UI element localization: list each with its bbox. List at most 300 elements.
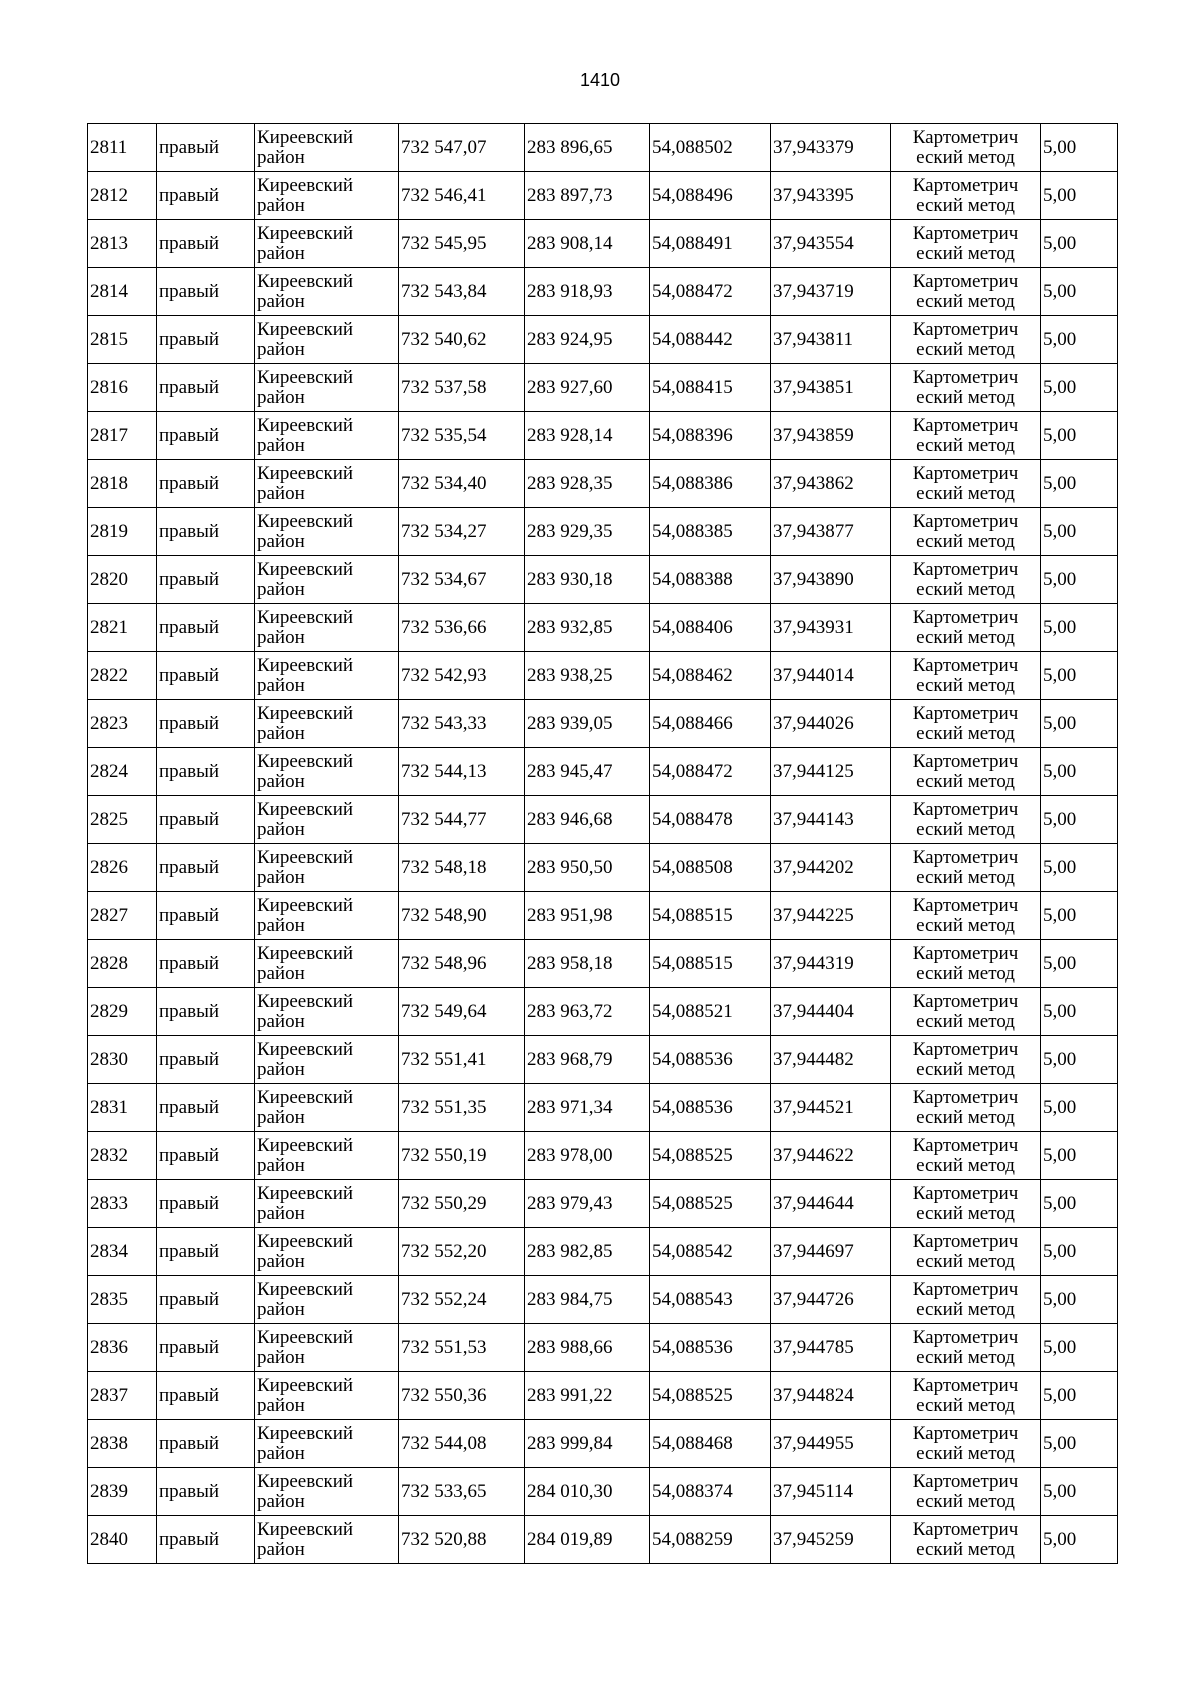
region-line-1: Киреевский	[257, 510, 354, 532]
region-line-1: Киреевский	[257, 126, 354, 148]
region-line-2: район	[257, 626, 305, 648]
method-line-2: еский метод	[916, 1250, 1015, 1272]
method-line-1: Картометрич	[912, 126, 1019, 148]
bank-cell: правый	[157, 1276, 255, 1324]
method-line-1: Картометрич	[912, 414, 1019, 436]
y-coordinate-cell: 283 991,22	[525, 1372, 650, 1420]
method-line-2: еский метод	[916, 482, 1015, 504]
table-row	[88, 172, 1118, 220]
latitude-cell: 54,088491	[650, 220, 771, 268]
region-cell	[255, 412, 399, 460]
region-line-2: район	[257, 1154, 305, 1176]
region-cell	[255, 940, 399, 988]
region-line-1: Киреевский	[257, 1518, 354, 1540]
method-line-2: еский метод	[916, 1010, 1015, 1032]
y-coordinate-cell: 283 896,65	[525, 124, 650, 172]
method-line-2: еский метод	[916, 1154, 1015, 1176]
method-line-1: Картометрич	[912, 1038, 1019, 1060]
region-line-1: Киреевский	[257, 750, 354, 772]
accuracy-cell: 5,00	[1041, 1468, 1118, 1516]
region-cell	[255, 268, 399, 316]
x-coordinate-cell: 732 545,95	[399, 220, 525, 268]
method-cell	[891, 796, 1041, 844]
point-number-cell: 2819	[88, 508, 157, 556]
region-line-2: район	[257, 1394, 305, 1416]
method-cell	[891, 844, 1041, 892]
region-line-2: район	[257, 290, 305, 312]
table-row	[88, 940, 1118, 988]
method-cell	[891, 556, 1041, 604]
longitude-cell: 37,944319	[771, 940, 891, 988]
accuracy-cell: 5,00	[1041, 556, 1118, 604]
page-number: 1410	[579, 70, 621, 90]
region-line-1: Киреевский	[257, 606, 354, 628]
region-line-1: Киреевский	[257, 1182, 354, 1204]
y-coordinate-cell: 283 928,35	[525, 460, 650, 508]
region-line-1: Киреевский	[257, 894, 354, 916]
bank-cell: правый	[157, 796, 255, 844]
method-line-1: Картометрич	[912, 750, 1019, 772]
table-row	[88, 1036, 1118, 1084]
x-coordinate-cell: 732 552,20	[399, 1228, 525, 1276]
longitude-cell: 37,943719	[771, 268, 891, 316]
region-cell	[255, 1324, 399, 1372]
region-line-1: Киреевский	[257, 558, 354, 580]
latitude-cell: 54,088508	[650, 844, 771, 892]
y-coordinate-cell: 284 010,30	[525, 1468, 650, 1516]
bank-cell: правый	[157, 1228, 255, 1276]
y-coordinate-cell: 283 939,05	[525, 700, 650, 748]
method-cell	[891, 1372, 1041, 1420]
region-cell	[255, 652, 399, 700]
region-cell	[255, 700, 399, 748]
point-number-cell: 2840	[88, 1516, 157, 1564]
table-row	[88, 1372, 1118, 1420]
table-row	[88, 460, 1118, 508]
accuracy-cell: 5,00	[1041, 844, 1118, 892]
latitude-cell: 54,088415	[650, 364, 771, 412]
method-line-1: Картометрич	[912, 1086, 1019, 1108]
x-coordinate-cell: 732 544,13	[399, 748, 525, 796]
method-cell	[891, 268, 1041, 316]
y-coordinate-cell: 283 984,75	[525, 1276, 650, 1324]
region-line-2: район	[257, 1010, 305, 1032]
longitude-cell: 37,944955	[771, 1420, 891, 1468]
accuracy-cell: 5,00	[1041, 1132, 1118, 1180]
longitude-cell: 37,944482	[771, 1036, 891, 1084]
region-cell	[255, 1420, 399, 1468]
longitude-cell: 37,944785	[771, 1324, 891, 1372]
longitude-cell: 37,943395	[771, 172, 891, 220]
x-coordinate-cell: 732 544,77	[399, 796, 525, 844]
coordinates-table	[87, 123, 1118, 1564]
method-line-1: Картометрич	[912, 174, 1019, 196]
region-line-1: Киреевский	[257, 1278, 354, 1300]
region-line-2: район	[257, 1106, 305, 1128]
method-line-2: еский метод	[916, 290, 1015, 312]
x-coordinate-cell: 732 548,18	[399, 844, 525, 892]
region-cell	[255, 1468, 399, 1516]
method-line-1: Картометрич	[912, 1422, 1019, 1444]
region-line-2: район	[257, 1442, 305, 1464]
longitude-cell: 37,943379	[771, 124, 891, 172]
longitude-cell: 37,943862	[771, 460, 891, 508]
x-coordinate-cell: 732 520,88	[399, 1516, 525, 1564]
bank-cell: правый	[157, 1132, 255, 1180]
point-number-cell: 2825	[88, 796, 157, 844]
bank-cell: правый	[157, 940, 255, 988]
region-line-1: Киреевский	[257, 990, 354, 1012]
accuracy-cell: 5,00	[1041, 412, 1118, 460]
region-line-2: район	[257, 866, 305, 888]
latitude-cell: 54,088386	[650, 460, 771, 508]
x-coordinate-cell: 732 548,90	[399, 892, 525, 940]
method-line-1: Картометрич	[912, 222, 1019, 244]
bank-cell: правый	[157, 460, 255, 508]
method-line-2: еский метод	[916, 1538, 1015, 1560]
table-row	[88, 1420, 1118, 1468]
region-cell	[255, 604, 399, 652]
bank-cell: правый	[157, 364, 255, 412]
latitude-cell: 54,088536	[650, 1084, 771, 1132]
x-coordinate-cell: 732 550,36	[399, 1372, 525, 1420]
table-row	[88, 124, 1118, 172]
method-line-2: еский метод	[916, 1442, 1015, 1464]
accuracy-cell: 5,00	[1041, 1276, 1118, 1324]
method-cell	[891, 1036, 1041, 1084]
method-line-2: еский метод	[916, 626, 1015, 648]
bank-cell: правый	[157, 652, 255, 700]
method-line-1: Картометрич	[912, 990, 1019, 1012]
region-line-2: район	[257, 530, 305, 552]
x-coordinate-cell: 732 534,40	[399, 460, 525, 508]
method-line-2: еский метод	[916, 1346, 1015, 1368]
region-line-2: район	[257, 722, 305, 744]
bank-cell: правый	[157, 700, 255, 748]
table-row	[88, 1132, 1118, 1180]
x-coordinate-cell: 732 540,62	[399, 316, 525, 364]
region-line-1: Киреевский	[257, 702, 354, 724]
y-coordinate-cell: 283 918,93	[525, 268, 650, 316]
point-number-cell: 2830	[88, 1036, 157, 1084]
table-row	[88, 268, 1118, 316]
accuracy-cell: 5,00	[1041, 892, 1118, 940]
bank-cell: правый	[157, 316, 255, 364]
region-line-1: Киреевский	[257, 366, 354, 388]
accuracy-cell: 5,00	[1041, 1036, 1118, 1084]
method-line-2: еский метод	[916, 386, 1015, 408]
method-cell	[891, 1228, 1041, 1276]
accuracy-cell: 5,00	[1041, 652, 1118, 700]
accuracy-cell: 5,00	[1041, 604, 1118, 652]
method-line-1: Картометрич	[912, 798, 1019, 820]
bank-cell: правый	[157, 1516, 255, 1564]
region-line-1: Киреевский	[257, 462, 354, 484]
y-coordinate-cell: 283 945,47	[525, 748, 650, 796]
longitude-cell: 37,945259	[771, 1516, 891, 1564]
region-line-1: Киреевский	[257, 942, 354, 964]
latitude-cell: 54,088374	[650, 1468, 771, 1516]
y-coordinate-cell: 283 978,00	[525, 1132, 650, 1180]
method-line-2: еский метод	[916, 962, 1015, 984]
bank-cell: правый	[157, 844, 255, 892]
bank-cell: правый	[157, 892, 255, 940]
region-cell	[255, 1036, 399, 1084]
region-cell	[255, 316, 399, 364]
longitude-cell: 37,943890	[771, 556, 891, 604]
accuracy-cell: 5,00	[1041, 988, 1118, 1036]
x-coordinate-cell: 732 551,41	[399, 1036, 525, 1084]
region-line-2: район	[257, 1058, 305, 1080]
region-line-2: район	[257, 1538, 305, 1560]
region-cell	[255, 460, 399, 508]
accuracy-cell: 5,00	[1041, 268, 1118, 316]
accuracy-cell: 5,00	[1041, 1372, 1118, 1420]
latitude-cell: 54,088388	[650, 556, 771, 604]
point-number-cell: 2822	[88, 652, 157, 700]
longitude-cell: 37,944202	[771, 844, 891, 892]
x-coordinate-cell: 732 536,66	[399, 604, 525, 652]
point-number-cell: 2815	[88, 316, 157, 364]
accuracy-cell: 5,00	[1041, 1516, 1118, 1564]
accuracy-cell: 5,00	[1041, 796, 1118, 844]
bank-cell: правый	[157, 1036, 255, 1084]
region-cell	[255, 1372, 399, 1420]
longitude-cell: 37,944225	[771, 892, 891, 940]
point-number-cell: 2831	[88, 1084, 157, 1132]
region-cell	[255, 892, 399, 940]
longitude-cell: 37,944521	[771, 1084, 891, 1132]
point-number-cell: 2826	[88, 844, 157, 892]
latitude-cell: 54,088442	[650, 316, 771, 364]
table-row	[88, 508, 1118, 556]
bank-cell: правый	[157, 1180, 255, 1228]
x-coordinate-cell: 732 543,33	[399, 700, 525, 748]
table-row	[88, 988, 1118, 1036]
point-number-cell: 2836	[88, 1324, 157, 1372]
method-line-2: еский метод	[916, 866, 1015, 888]
region-line-1: Киреевский	[257, 1038, 354, 1060]
region-line-2: район	[257, 242, 305, 264]
region-line-2: район	[257, 1298, 305, 1320]
y-coordinate-cell: 283 979,43	[525, 1180, 650, 1228]
x-coordinate-cell: 732 543,84	[399, 268, 525, 316]
method-cell	[891, 1516, 1041, 1564]
region-cell	[255, 1132, 399, 1180]
region-line-2: район	[257, 578, 305, 600]
latitude-cell: 54,088525	[650, 1180, 771, 1228]
latitude-cell: 54,088543	[650, 1276, 771, 1324]
x-coordinate-cell: 732 552,24	[399, 1276, 525, 1324]
point-number-cell: 2833	[88, 1180, 157, 1228]
method-cell	[891, 1420, 1041, 1468]
method-cell	[891, 220, 1041, 268]
bank-cell: правый	[157, 508, 255, 556]
method-cell	[891, 604, 1041, 652]
latitude-cell: 54,088515	[650, 892, 771, 940]
y-coordinate-cell: 283 908,14	[525, 220, 650, 268]
x-coordinate-cell: 732 550,29	[399, 1180, 525, 1228]
x-coordinate-cell: 732 537,58	[399, 364, 525, 412]
accuracy-cell: 5,00	[1041, 1228, 1118, 1276]
region-cell	[255, 796, 399, 844]
y-coordinate-cell: 283 958,18	[525, 940, 650, 988]
region-cell	[255, 556, 399, 604]
region-cell	[255, 172, 399, 220]
point-number-cell: 2828	[88, 940, 157, 988]
method-cell	[891, 412, 1041, 460]
table-row	[88, 748, 1118, 796]
latitude-cell: 54,088396	[650, 412, 771, 460]
bank-cell: правый	[157, 268, 255, 316]
longitude-cell: 37,944644	[771, 1180, 891, 1228]
accuracy-cell: 5,00	[1041, 460, 1118, 508]
latitude-cell: 54,088515	[650, 940, 771, 988]
bank-cell: правый	[157, 556, 255, 604]
latitude-cell: 54,088468	[650, 1420, 771, 1468]
bank-cell: правый	[157, 988, 255, 1036]
region-line-1: Киреевский	[257, 1374, 354, 1396]
accuracy-cell: 5,00	[1041, 364, 1118, 412]
method-cell	[891, 892, 1041, 940]
method-line-2: еский метод	[916, 434, 1015, 456]
region-line-1: Киреевский	[257, 1326, 354, 1348]
method-cell	[891, 940, 1041, 988]
x-coordinate-cell: 732 551,35	[399, 1084, 525, 1132]
bank-cell: правый	[157, 220, 255, 268]
longitude-cell: 37,944697	[771, 1228, 891, 1276]
y-coordinate-cell: 283 932,85	[525, 604, 650, 652]
latitude-cell: 54,088521	[650, 988, 771, 1036]
table-row	[88, 652, 1118, 700]
x-coordinate-cell: 732 550,19	[399, 1132, 525, 1180]
region-cell	[255, 508, 399, 556]
region-cell	[255, 124, 399, 172]
longitude-cell: 37,945114	[771, 1468, 891, 1516]
method-line-2: еский метод	[916, 578, 1015, 600]
accuracy-cell: 5,00	[1041, 1420, 1118, 1468]
x-coordinate-cell: 732 549,64	[399, 988, 525, 1036]
latitude-cell: 54,088472	[650, 748, 771, 796]
method-cell	[891, 1324, 1041, 1372]
point-number-cell: 2832	[88, 1132, 157, 1180]
table-row	[88, 844, 1118, 892]
table-row	[88, 604, 1118, 652]
x-coordinate-cell: 732 544,08	[399, 1420, 525, 1468]
region-cell	[255, 364, 399, 412]
table-row	[88, 1324, 1118, 1372]
method-line-1: Картометрич	[912, 318, 1019, 340]
table-row	[88, 1276, 1118, 1324]
longitude-cell: 37,944125	[771, 748, 891, 796]
longitude-cell: 37,944622	[771, 1132, 891, 1180]
region-cell	[255, 988, 399, 1036]
region-line-1: Киреевский	[257, 1230, 354, 1252]
bank-cell: правый	[157, 124, 255, 172]
method-line-1: Картометрич	[912, 1470, 1019, 1492]
table-row	[88, 364, 1118, 412]
x-coordinate-cell: 732 548,96	[399, 940, 525, 988]
x-coordinate-cell: 732 534,27	[399, 508, 525, 556]
region-line-1: Киреевский	[257, 1470, 354, 1492]
region-line-1: Киреевский	[257, 222, 354, 244]
x-coordinate-cell: 732 546,41	[399, 172, 525, 220]
point-number-cell: 2820	[88, 556, 157, 604]
method-line-1: Картометрич	[912, 558, 1019, 580]
table-row	[88, 1516, 1118, 1564]
table-row	[88, 220, 1118, 268]
point-number-cell: 2817	[88, 412, 157, 460]
table-row	[88, 796, 1118, 844]
longitude-cell: 37,943554	[771, 220, 891, 268]
x-coordinate-cell: 732 551,53	[399, 1324, 525, 1372]
x-coordinate-cell: 732 542,93	[399, 652, 525, 700]
accuracy-cell: 5,00	[1041, 700, 1118, 748]
method-line-1: Картометрич	[912, 462, 1019, 484]
method-cell	[891, 700, 1041, 748]
method-line-1: Картометрич	[912, 894, 1019, 916]
point-number-cell: 2837	[88, 1372, 157, 1420]
method-cell	[891, 364, 1041, 412]
region-line-1: Киреевский	[257, 798, 354, 820]
y-coordinate-cell: 283 897,73	[525, 172, 650, 220]
method-line-1: Картометрич	[912, 654, 1019, 676]
x-coordinate-cell: 732 547,07	[399, 124, 525, 172]
method-cell	[891, 1180, 1041, 1228]
accuracy-cell: 5,00	[1041, 316, 1118, 364]
bank-cell: правый	[157, 172, 255, 220]
region-line-2: район	[257, 194, 305, 216]
point-number-cell: 2827	[88, 892, 157, 940]
method-line-2: еский метод	[916, 770, 1015, 792]
latitude-cell: 54,088542	[650, 1228, 771, 1276]
latitude-cell: 54,088496	[650, 172, 771, 220]
y-coordinate-cell: 284 019,89	[525, 1516, 650, 1564]
point-number-cell: 2838	[88, 1420, 157, 1468]
point-number-cell: 2816	[88, 364, 157, 412]
method-line-2: еский метод	[916, 722, 1015, 744]
region-line-1: Киреевский	[257, 414, 354, 436]
longitude-cell: 37,943877	[771, 508, 891, 556]
method-cell	[891, 124, 1041, 172]
bank-cell: правый	[157, 748, 255, 796]
method-line-2: еский метод	[916, 914, 1015, 936]
region-cell	[255, 220, 399, 268]
region-cell	[255, 1228, 399, 1276]
method-line-2: еский метод	[916, 1106, 1015, 1128]
bank-cell: правый	[157, 1372, 255, 1420]
accuracy-cell: 5,00	[1041, 1324, 1118, 1372]
y-coordinate-cell: 283 930,18	[525, 556, 650, 604]
point-number-cell: 2823	[88, 700, 157, 748]
longitude-cell: 37,944026	[771, 700, 891, 748]
method-line-2: еский метод	[916, 146, 1015, 168]
region-line-2: район	[257, 914, 305, 936]
region-line-2: район	[257, 386, 305, 408]
y-coordinate-cell: 283 927,60	[525, 364, 650, 412]
accuracy-cell: 5,00	[1041, 940, 1118, 988]
y-coordinate-cell: 283 999,84	[525, 1420, 650, 1468]
table-row	[88, 1228, 1118, 1276]
point-number-cell: 2829	[88, 988, 157, 1036]
method-line-1: Картометрич	[912, 270, 1019, 292]
accuracy-cell: 5,00	[1041, 1084, 1118, 1132]
method-cell	[891, 652, 1041, 700]
point-number-cell: 2811	[88, 124, 157, 172]
latitude-cell: 54,088466	[650, 700, 771, 748]
accuracy-cell: 5,00	[1041, 748, 1118, 796]
method-line-2: еский метод	[916, 674, 1015, 696]
